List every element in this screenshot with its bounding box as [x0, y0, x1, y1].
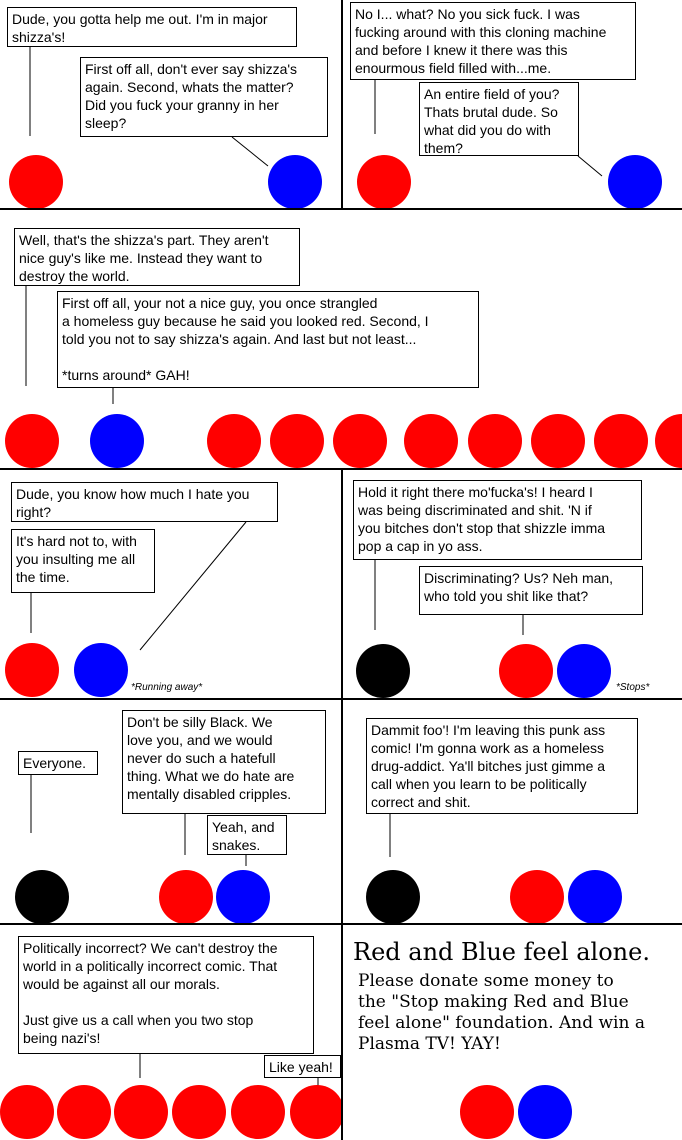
- action-note: *Stops*: [616, 682, 650, 693]
- black-character: [366, 870, 420, 923]
- red-clone: [594, 414, 648, 468]
- panel-5: [343, 470, 682, 698]
- closing-title: Red and Blue feel alone.: [353, 938, 650, 966]
- panel-3: [0, 210, 682, 468]
- red-clone: [655, 414, 682, 468]
- speech-bubble-red: Dude, you gotta help me out. I'm in major shizza's!: [7, 7, 297, 47]
- speech-bubble-red: Well, that's the shizza's part. They aren't nice guy's like me. Instead they want to destroy the world.: [14, 228, 300, 286]
- speech-bubble-black: Dammit foo'! I'm leaving this punk ass comic! I'm gonna work as a homeless drug-addict. Ya'll bitches just gimme a call when you learn to be politically correct and shit.: [366, 718, 638, 814]
- panel-9: [343, 925, 682, 1140]
- speech-bubble-black: Hold it right there mo'fucka's! I heard I was being discriminated and shit. 'N if you bitches don't stop that shizzle imma pop a cap in yo ass.: [353, 480, 642, 560]
- black-character: [15, 870, 69, 923]
- speech-bubble-last-red: Like yeah!: [264, 1055, 341, 1078]
- red-clone: [468, 414, 522, 468]
- blue-character: [268, 155, 322, 208]
- black-character: [356, 644, 410, 698]
- red-clone: [333, 414, 387, 468]
- red-clone: [531, 414, 585, 468]
- speech-bubble-blue: It's hard not to, with you insulting me all the time.: [11, 529, 155, 593]
- blue-character: [74, 643, 128, 697]
- red-character: [159, 870, 213, 923]
- speech-bubble-blue: First off all, your not a nice guy, you once strangled a homeless guy because he said you looked red. Second, I told you not to say shizza's again. And last but not least... *turns around* GAH!: [57, 291, 479, 388]
- panel-4: [0, 470, 341, 698]
- red-character: [357, 155, 411, 208]
- blue-character: [518, 1085, 572, 1139]
- speech-bubble-blue: First off all, don't ever say shizza's again. Second, whats the matter? Did you fuck your granny in her sleep?: [80, 57, 328, 137]
- red-clone: [0, 1085, 54, 1139]
- speech-bubble-red: Discriminating? Us? Neh man, who told you shit like that?: [419, 566, 643, 615]
- blue-character: [568, 870, 622, 923]
- red-clone: [231, 1085, 285, 1139]
- red-clone: [172, 1085, 226, 1139]
- speech-bubble-red: No I... what? No you sick fuck. I was fucking around with this cloning machine and before I knew it there was this enourmous field filled with...me.: [350, 2, 636, 80]
- red-clone: [114, 1085, 168, 1139]
- red-clone: [57, 1085, 111, 1139]
- panel-6: [0, 700, 341, 923]
- blue-character: [216, 870, 270, 923]
- red-character: [5, 643, 59, 697]
- speech-bubble-black: Everyone.: [18, 751, 98, 775]
- panel-7: [343, 700, 682, 923]
- red-character: [499, 644, 553, 698]
- blue-character: [608, 155, 662, 208]
- panel-8: [0, 925, 341, 1140]
- speech-bubble-blue: Yeah, and snakes.: [207, 815, 287, 855]
- speech-bubble-blue: An entire field of you? Thats brutal dude. So what did you do with them?: [419, 82, 579, 156]
- speech-bubble-reds: Politically incorrect? We can't destroy the world in a politically incorrect comic. That would be against all our morals. Just give us a call when you two stop being nazi's!: [18, 936, 314, 1054]
- red-character: [510, 870, 564, 923]
- red-character: [5, 414, 59, 468]
- closing-text: Please donate some money to the "Stop making Red and Blue feel alone" foundation. And win a Plasma TV! YAY!: [358, 971, 645, 1054]
- red-character: [460, 1085, 514, 1139]
- speech-bubble-red: Don't be silly Black. We love you, and we would never do such a hatefull thing. What we do hate are mentally disabled cripples.: [122, 710, 326, 814]
- red-clone: [404, 414, 458, 468]
- blue-character: [90, 414, 144, 468]
- red-clone: [270, 414, 324, 468]
- action-note: *Running away*: [131, 682, 203, 693]
- panel-2: [343, 0, 682, 208]
- speech-bubble-red: Dude, you know how much I hate you right?: [11, 482, 278, 522]
- red-clone: [207, 414, 261, 468]
- panel-1: [0, 0, 341, 208]
- red-clone: [290, 1085, 341, 1139]
- blue-character: [557, 644, 611, 698]
- red-character: [9, 155, 63, 208]
